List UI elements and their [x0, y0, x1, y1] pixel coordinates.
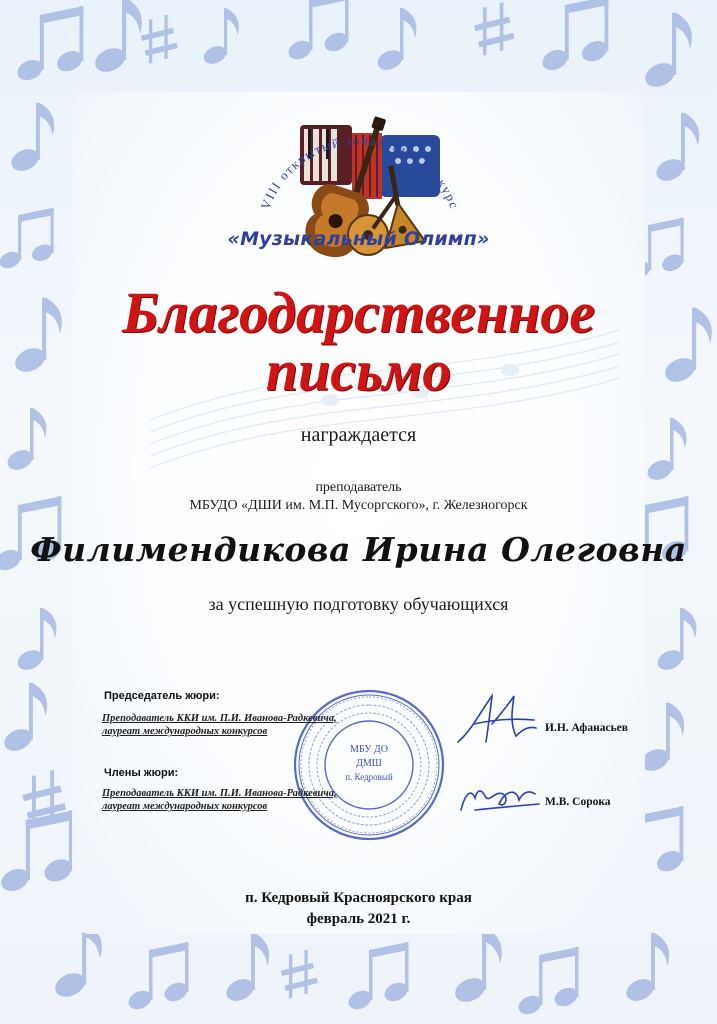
jury-member-desc-2: лауреат международных конкурсов	[102, 801, 268, 812]
member-signature	[455, 780, 545, 820]
logo-arc-label: VIII открытый зональный конкурс	[257, 132, 463, 212]
recipient-school: МБУДО «ДШИ им. М.П. Мусоргского», г. Железногорск	[189, 498, 528, 513]
title-line-2: письмо	[265, 338, 452, 403]
jury-member-desc-1: Преподаватель ККИ им. П.И. Иванова-Радкевича,	[102, 788, 337, 799]
recipient-role: преподаватель	[315, 480, 402, 495]
award-reason: за успешную подготовку обучающихся	[208, 594, 509, 614]
awarded-label: награждается	[300, 424, 417, 446]
contest-name: «Музыкальный Олимп»	[227, 228, 490, 250]
issue-date: февраль 2021 г.	[306, 911, 411, 927]
stamp-line-1: МБУ ДО	[350, 744, 388, 755]
member-name: М.В. Сорока	[545, 796, 611, 808]
issue-place: п. Кедровый Красноярского края	[245, 890, 472, 906]
stamp-line-2: ДМШ	[356, 758, 382, 769]
jury-members-heading: Члены жюри:	[104, 767, 179, 779]
chair-signature	[452, 690, 542, 752]
stamp-line-3: п. Кедровый	[345, 772, 393, 782]
recipient-name: Филимендикова Ирина Олеговна	[30, 530, 687, 569]
jury-chair-desc-1: Преподаватель ККИ им. П.И. Иванова-Радкевича,	[102, 713, 337, 724]
svg-text:VIII открытый зональный конкур	[257, 132, 462, 211]
title-line-1: Благодарственное	[122, 280, 595, 345]
certificate-title	[0, 280, 717, 403]
jury-chair-heading: Председатель жюри:	[104, 690, 220, 702]
chair-name: И.Н. Афанасьев	[545, 722, 628, 734]
jury-chair-desc-2: лауреат международных конкурсов	[102, 726, 268, 737]
